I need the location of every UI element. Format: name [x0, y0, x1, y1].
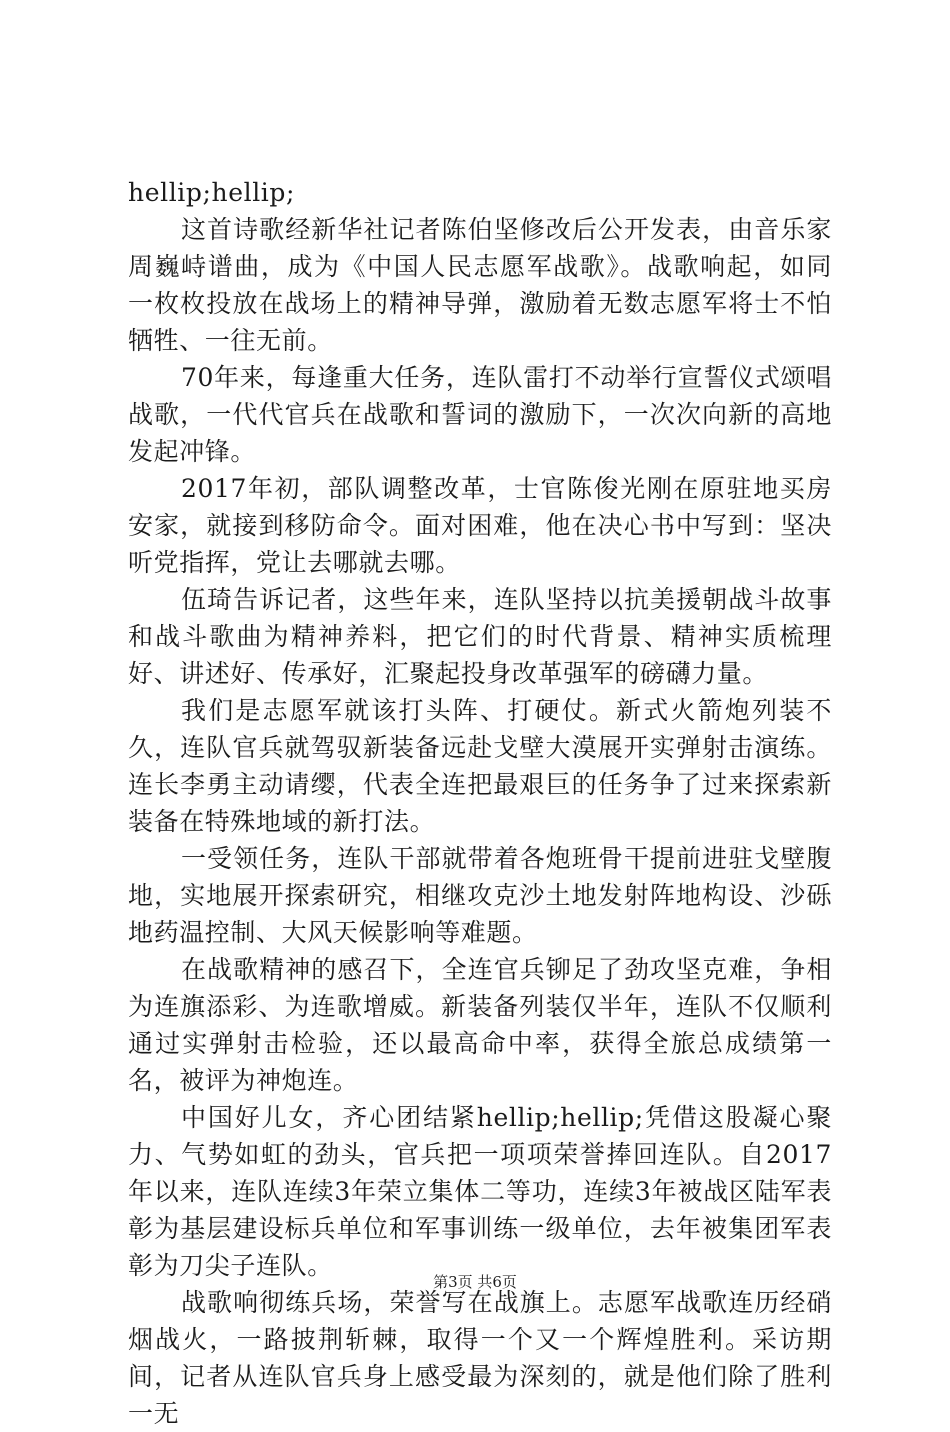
paragraph: 伍琦告诉记者，这些年来，连队坚持以抗美援朝战斗故事和战斗歌曲为精神养料，把它们的时代背景、精神实质梳理好、讲述好、传承好，汇聚起投身改革强军的磅礴力量。 — [128, 585, 832, 688]
page-number-footer: 第3页 共6页 — [433, 1273, 517, 1291]
paragraph: 70年来，每逢重大任务，连队雷打不动举行宣誓仪式颂唱战歌，一代代官兵在战歌和誓词的激励下，一次次向新的高地发起冲锋。 — [128, 363, 832, 466]
paragraph: 在战歌精神的感召下，全连官兵铆足了劲攻坚克难，争相为连旗添彩、为连歌增威。新装备列装仅半年，连队不仅顺利通过实弹射击检验，还以最高命中率，获得全旅总成绩第一名，被评为神炮连。 — [128, 955, 832, 1095]
paragraph: 一受领任务，连队干部就带着各炮班骨干提前进驻戈壁腹地，实地展开探索研究，相继攻克沙土地发射阵地构设、沙砾地药温控制、大风天候影响等难题。 — [128, 844, 832, 947]
paragraph: 中国好儿女，齐心团结紧hellip;hellip;凭借这股凝心聚力、气势如虹的劲头，官兵把一项项荣誉捧回连队。自2017年以来，连队连续3年荣立集体二等功，连续3年被战区陆军表彰为基层建设标兵单位和军事训练一级单位，去年被集团军表彰为刀尖子连队。 — [128, 1103, 832, 1280]
paragraph: 我们是志愿军就该打头阵、打硬仗。新式火箭炮列装不久，连队官兵就驾驭新装备远赴戈壁大漠展开实弹射击演练。连长李勇主动请缨，代表全连把最艰巨的任务争了过来探索新装备在特殊地域的新打法。 — [128, 696, 832, 836]
paragraph-ellipsis: hellip;hellip; — [128, 178, 296, 207]
article-body — [128, 174, 832, 1432]
paragraph: 这首诗歌经新华社记者陈伯坚修改后公开发表，由音乐家周巍峙谱曲，成为《中国人民志愿军战歌》。战歌响起，如同一枚枚投放在战场上的精神导弹，激励着无数志愿军将士不怕牺牲、一往无前。 — [128, 215, 832, 355]
paragraph: 2017年初，部队调整改革，士官陈俊光刚在原驻地买房安家，就接到移防命令。面对困难，他在决心书中写到：坚决听党指挥，党让去哪就去哪。 — [128, 474, 832, 577]
paragraph: 战歌响彻练兵场，荣誉写在战旗上。志愿军战歌连历经硝烟战火，一路披荆斩棘，取得一个又一个辉煌胜利。采访期间，记者从连队官兵身上感受最为深刻的，就是他们除了胜利一无 — [128, 1288, 832, 1428]
